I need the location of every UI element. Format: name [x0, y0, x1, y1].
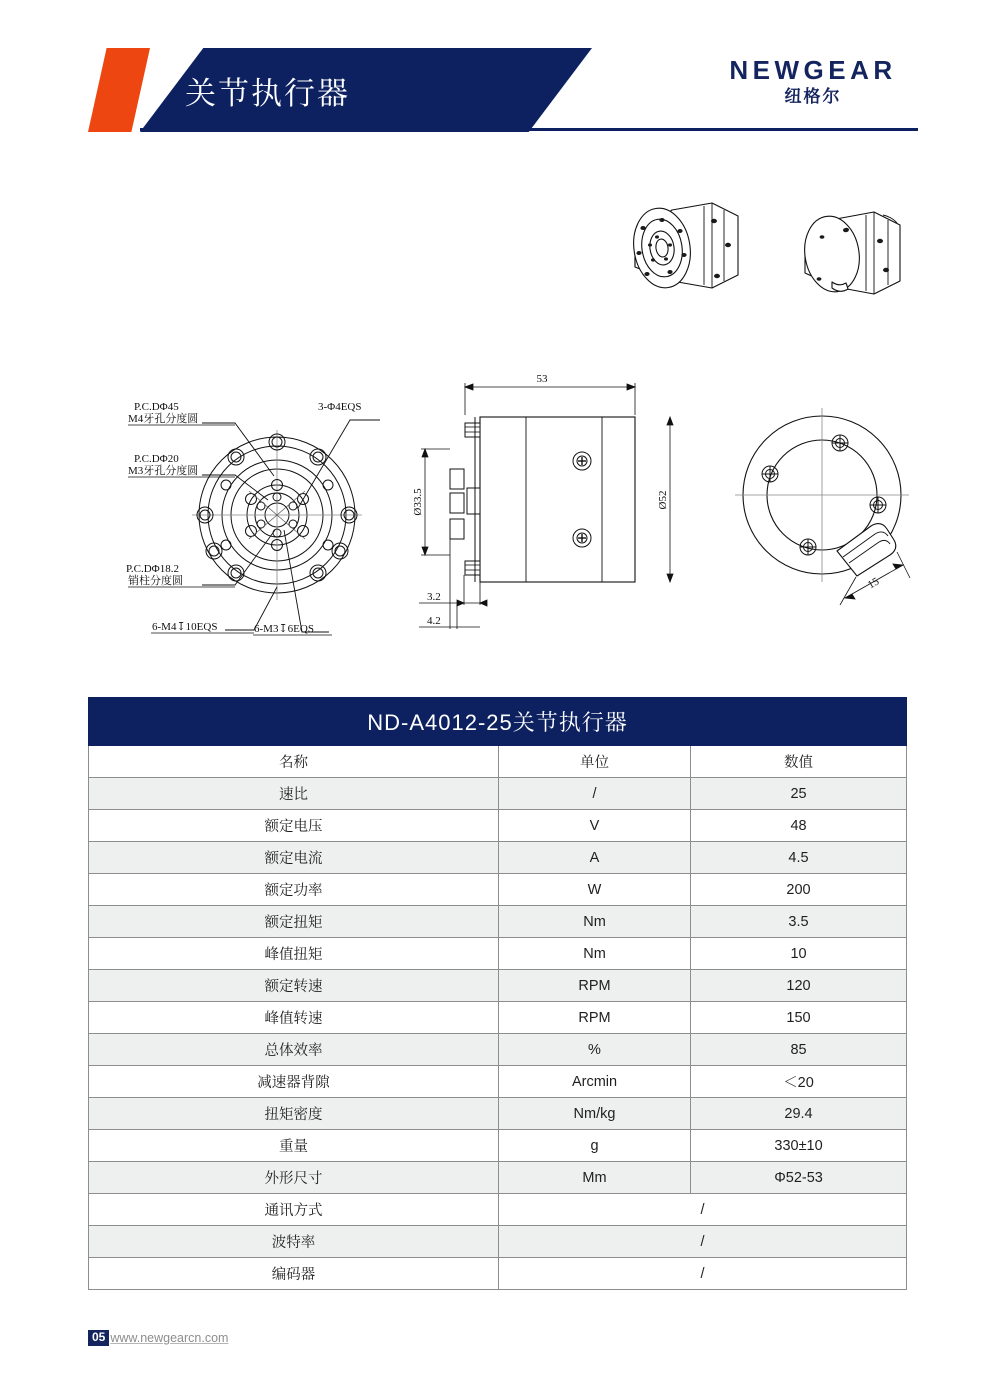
row-value: 330±10 [691, 1130, 907, 1162]
dimension-outer-diameter: Ø52 [657, 490, 669, 510]
dimension-step-2: 4.2 [427, 615, 441, 627]
row-unit: A [499, 842, 691, 874]
header-orange-accent [88, 48, 150, 132]
table-row [89, 842, 907, 874]
row-value: 25 [691, 778, 907, 810]
annotation-6m4: 6-M4↧10EQS [152, 621, 218, 633]
row-name: 扭矩密度 [89, 1098, 499, 1130]
page-header [0, 48, 1006, 132]
table-row [89, 1002, 907, 1034]
product-illustrations [600, 175, 950, 315]
row-unit: Nm [499, 906, 691, 938]
product-photo-rear-side [799, 212, 900, 296]
table-row [89, 1066, 907, 1098]
drawing-rear-view [725, 400, 940, 620]
row-name: 编码器 [89, 1258, 499, 1290]
row-merged-value: / [499, 1194, 907, 1226]
row-unit: RPM [499, 1002, 691, 1034]
table-row [89, 778, 907, 810]
row-name: 速比 [89, 778, 499, 810]
product-photo-output-side [628, 203, 738, 292]
annotation-pcd182-line2: 销柱分度圆 [128, 575, 183, 587]
drawing-side-view [405, 365, 705, 640]
row-name: 峰值转速 [89, 1002, 499, 1034]
row-value: 4.5 [691, 842, 907, 874]
table-row [89, 1226, 907, 1258]
annotation-pcd45-line1: P.C.DΦ45 [134, 401, 179, 413]
website-link[interactable]: www.newgearcn.com [110, 1331, 229, 1346]
row-unit: / [499, 778, 691, 810]
dimension-connector: 15 [865, 575, 882, 592]
table-row [89, 810, 907, 842]
table-row [89, 1130, 907, 1162]
row-value: 29.4 [691, 1098, 907, 1130]
row-name: 额定功率 [89, 874, 499, 906]
row-unit: g [499, 1130, 691, 1162]
row-name: 总体效率 [89, 1034, 499, 1066]
row-value: Φ52-53 [691, 1162, 907, 1194]
table-row [89, 906, 907, 938]
row-value: 120 [691, 970, 907, 1002]
brand-logo-cn: 纽格尔 [784, 86, 842, 106]
drawing-front-view [92, 380, 392, 650]
row-unit: Arcmin [499, 1066, 691, 1098]
table-row [89, 1194, 907, 1226]
annotation-3phi4: 3-Φ4EQS [318, 401, 362, 413]
row-unit: Nm [499, 938, 691, 970]
row-value: 150 [691, 1002, 907, 1034]
dimension-step-1: 3.2 [427, 591, 441, 603]
page-title: 关节执行器 [185, 75, 350, 111]
annotation-6m3: 6-M3↧6EQS [254, 623, 314, 635]
brand-logo [708, 56, 918, 106]
row-name: 额定转速 [89, 970, 499, 1002]
annotation-pcd20-line1: P.C.DΦ20 [134, 453, 179, 465]
page-number: 05 [88, 1330, 109, 1346]
row-unit: Nm/kg [499, 1098, 691, 1130]
spec-table [88, 697, 907, 1290]
row-name: 额定电流 [89, 842, 499, 874]
technical-drawings [0, 360, 1006, 650]
row-unit: V [499, 810, 691, 842]
row-value: 48 [691, 810, 907, 842]
row-merged-value: / [499, 1258, 907, 1290]
row-name: 重量 [89, 1130, 499, 1162]
spec-table-header-row [89, 746, 907, 778]
table-row [89, 970, 907, 1002]
row-name: 通讯方式 [89, 1194, 499, 1226]
row-unit: RPM [499, 970, 691, 1002]
annotation-pcd45-line2: M4牙孔分度圆 [128, 413, 199, 425]
column-header-unit: 单位 [499, 746, 691, 778]
row-value: 200 [691, 874, 907, 906]
row-name: 减速器背隙 [89, 1066, 499, 1098]
row-name: 额定电压 [89, 810, 499, 842]
table-row [89, 1258, 907, 1290]
row-name: 外形尺寸 [89, 1162, 499, 1194]
annotation-pcd182-line1: P.C.DΦ18.2 [126, 563, 179, 575]
row-unit: W [499, 874, 691, 906]
row-merged-value: / [499, 1226, 907, 1258]
spec-table-title-row [89, 698, 907, 746]
table-row [89, 874, 907, 906]
row-value: 85 [691, 1034, 907, 1066]
table-row [89, 1162, 907, 1194]
row-value: 3.5 [691, 906, 907, 938]
row-name: 峰值扭矩 [89, 938, 499, 970]
row-unit: % [499, 1034, 691, 1066]
dimension-length: 53 [536, 373, 548, 385]
header-rule [140, 128, 918, 131]
table-row [89, 938, 907, 970]
row-name: 额定扭矩 [89, 906, 499, 938]
brand-logo-en: NEWGEAR [729, 55, 897, 85]
column-header-value: 数值 [691, 746, 907, 778]
spec-table-body [89, 778, 907, 1290]
row-value: ＜20 [691, 1066, 907, 1098]
column-header-name: 名称 [89, 746, 499, 778]
table-row [89, 1034, 907, 1066]
row-unit: Mm [499, 1162, 691, 1194]
table-row [89, 1098, 907, 1130]
row-name: 波特率 [89, 1226, 499, 1258]
row-value: 10 [691, 938, 907, 970]
page-footer [88, 1330, 228, 1346]
annotation-pcd20-line2: M3牙孔分度圆 [128, 465, 199, 477]
spec-table-title: ND-A4012-25关节执行器 [89, 698, 907, 746]
spec-table-wrap [88, 697, 906, 1290]
dimension-inner-diameter: Ø33.5 [412, 488, 424, 516]
